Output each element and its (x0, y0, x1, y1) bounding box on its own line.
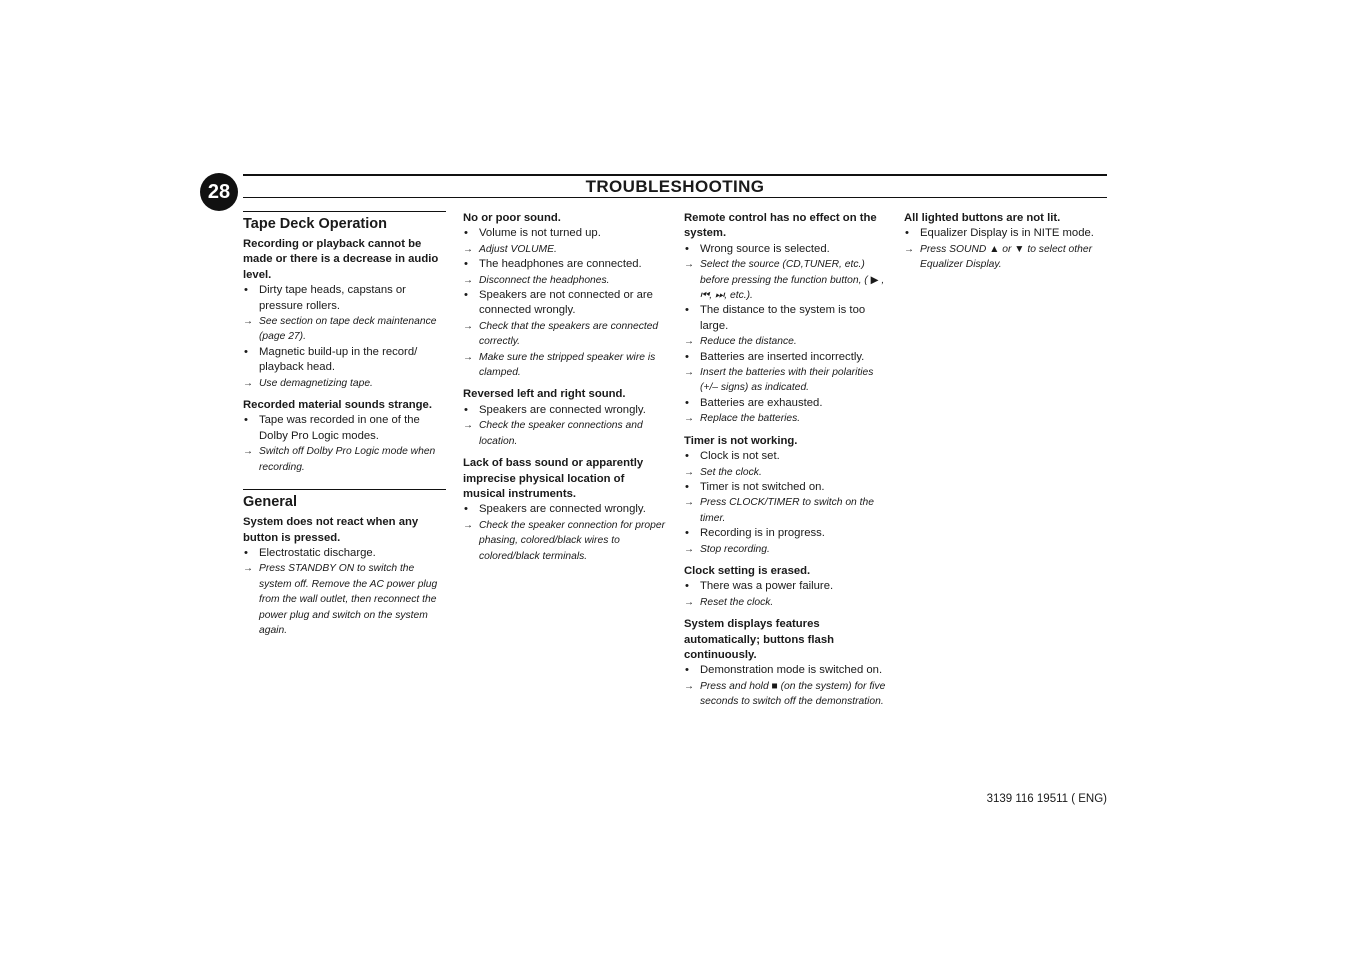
cause-item (463, 288, 666, 319)
bullet-icon: • (244, 284, 248, 297)
bullet-icon: • (685, 304, 689, 317)
remedy-item (463, 319, 666, 350)
bullet-icon: • (685, 527, 689, 540)
problem-block (463, 456, 666, 564)
entry-text: Reduce the distance. (700, 336, 797, 348)
column-2 (463, 211, 666, 571)
bullet-icon: • (464, 403, 468, 416)
entry-text: Press and hold ■ (on the system) for five seconds to switch off the demonstration. (700, 680, 886, 708)
arrow-right-icon: → (684, 466, 694, 478)
cause-item (684, 350, 887, 365)
section-heading: Tape Deck Operation (243, 216, 387, 232)
remedy-item (684, 334, 887, 349)
page-title: TROUBLESHOOTING (585, 177, 765, 196)
problem-entries (904, 226, 1107, 272)
problem-entries (463, 226, 666, 380)
problem-block (684, 211, 887, 427)
arrow-right-icon: → (684, 259, 694, 271)
column-3 (684, 211, 887, 717)
bullet-icon: • (464, 227, 468, 240)
bullet-icon: • (685, 396, 689, 409)
page-number-badge: 28 (200, 173, 238, 211)
problem-block (243, 237, 446, 391)
bullet-icon: • (685, 664, 689, 677)
cause-item (904, 226, 1107, 241)
cause-item (463, 226, 666, 241)
entry-text: Press CLOCK/TIMER to switch on the timer. (700, 497, 874, 524)
arrow-right-icon: → (904, 243, 914, 255)
arrow-right-icon: → (243, 446, 253, 458)
cause-item (243, 413, 446, 444)
remedy-item (684, 679, 887, 710)
bullet-icon: • (685, 580, 689, 593)
column-1 (243, 211, 446, 645)
remedy-item (463, 418, 666, 449)
entry-text: Set the clock. (700, 466, 762, 478)
remedy-item (243, 314, 446, 345)
entry-text: The distance to the system is too large. (700, 304, 866, 332)
cause-item (243, 345, 446, 376)
problem-question: System displays features automatically; buttons flash continuously. (684, 618, 835, 661)
arrow-right-icon: → (463, 351, 473, 363)
remedy-item (684, 365, 887, 396)
entry-text: The headphones are connected. (479, 258, 642, 271)
bullet-icon: • (905, 227, 909, 240)
problem-entries (684, 242, 887, 427)
problem-block (684, 434, 887, 557)
cause-item (243, 283, 446, 314)
problem-question: No or poor sound. (463, 212, 561, 224)
arrow-right-icon: → (463, 420, 473, 432)
problem-question: System does not react when any button is pressed. (243, 516, 419, 544)
entry-text: Check the speaker connection for proper phasing, colored/black wires to colored/black terminals. (479, 519, 666, 562)
problem-block (684, 564, 887, 610)
entry-text: Check the speaker connections and location. (479, 420, 643, 447)
problem-entries (463, 403, 666, 449)
remedy-item (243, 444, 446, 475)
entry-text: Switch off Dolby Pro Logic mode when recording. (259, 446, 436, 473)
problem-block (243, 398, 446, 475)
entry-text: Press SOUND ▲ or ▼ to select other Equalizer Display. (920, 243, 1093, 271)
column-4 (904, 211, 1107, 280)
remedy-item (243, 561, 446, 638)
entry-text: Replace the batteries. (700, 413, 801, 425)
problem-question: Remote control has no effect on the system. (684, 212, 877, 240)
arrow-right-icon: → (684, 543, 694, 555)
problem-block (904, 211, 1107, 273)
remedy-item (684, 257, 887, 303)
entry-text: Demonstration mode is switched on. (700, 664, 883, 677)
arrow-right-icon: → (684, 336, 694, 348)
arrow-right-icon: → (684, 497, 694, 509)
section-general (243, 489, 446, 638)
entry-text: Select the source (CD,TUNER, etc.) before pressing the function button, ( ▶ , ⏮, ⏭, etc.). (700, 259, 885, 302)
entry-text: Speakers are connected wrongly. (479, 503, 646, 516)
section-heading: General (243, 494, 297, 511)
entry-text: Adjust VOLUME. (479, 243, 557, 255)
entry-text: Recording is in progress. (700, 527, 825, 540)
arrow-right-icon: → (684, 413, 694, 425)
entry-text: Electrostatic discharge. (259, 546, 376, 559)
remedy-item (684, 542, 887, 557)
remedy-item (684, 411, 887, 426)
cause-item (243, 546, 446, 561)
bullet-icon: • (464, 289, 468, 302)
cause-item (684, 480, 887, 495)
arrow-right-icon: → (463, 519, 473, 531)
remedy-item (463, 242, 666, 257)
remedy-item (684, 495, 887, 526)
problem-block (684, 617, 887, 709)
entry-text: Use demagnetizing tape. (259, 377, 373, 389)
entry-text: Batteries are exhausted. (700, 396, 823, 409)
problem-entries (463, 502, 666, 564)
cause-item (684, 396, 887, 411)
problem-entries (684, 579, 887, 610)
entry-text: Equalizer Display is in NITE mode. (920, 227, 1094, 240)
bullet-icon: • (244, 345, 248, 358)
arrow-right-icon: → (463, 243, 473, 255)
arrow-right-icon: → (463, 274, 473, 286)
cause-item (684, 526, 887, 541)
remedy-item (904, 242, 1107, 273)
section-tape-deck-operation (243, 211, 446, 475)
problem-question: Timer is not working. (684, 434, 798, 447)
arrow-right-icon: → (243, 377, 253, 389)
problem-entries (684, 663, 887, 709)
problem-block (463, 211, 666, 380)
entry-text: Reset the clock. (700, 596, 774, 608)
problem-entries (243, 413, 446, 475)
cause-item (684, 663, 887, 678)
problem-block (243, 515, 446, 638)
arrow-right-icon: → (243, 563, 253, 575)
entry-text: Batteries are inserted incorrectly. (700, 350, 865, 363)
remedy-item (463, 273, 666, 288)
problem-entries (243, 283, 446, 391)
problem-question: Clock setting is erased. (684, 564, 811, 577)
problem-question: Recorded material sounds strange. (243, 399, 432, 412)
arrow-right-icon: → (684, 367, 694, 379)
remedy-item (463, 518, 666, 564)
arrow-right-icon: → (684, 596, 694, 608)
bullet-icon: • (685, 450, 689, 463)
bullet-icon: • (464, 503, 468, 516)
bullet-icon: • (464, 258, 468, 271)
problem-question: All lighted buttons are not lit. (904, 212, 1061, 224)
entry-text: Disconnect the headphones. (479, 274, 610, 286)
problem-entries (684, 449, 887, 557)
cause-item (684, 242, 887, 257)
entry-text: Dirty tape heads, capstans or pressure rollers. (259, 284, 406, 312)
remedy-item (684, 595, 887, 610)
entry-text: Timer is not switched on. (700, 480, 825, 493)
entry-text: Volume is not turned up. (479, 227, 601, 240)
cause-item (684, 303, 887, 334)
arrow-right-icon: → (463, 320, 473, 332)
bullet-icon: • (244, 546, 248, 559)
entry-text: Stop recording. (700, 543, 770, 555)
entry-text: Speakers are connected wrongly. (479, 403, 646, 416)
problem-entries (243, 546, 446, 638)
arrow-right-icon: → (243, 316, 253, 328)
cause-item (463, 502, 666, 517)
cause-item (684, 579, 887, 594)
entry-text: Speakers are not connected or are connected wrongly. (479, 289, 653, 317)
entry-text: Wrong source is selected. (700, 242, 830, 255)
title-rule-bottom (243, 197, 1107, 198)
bullet-icon: • (685, 480, 689, 493)
arrow-right-icon: → (684, 680, 694, 692)
entry-text: Make sure the stripped speaker wire is clamped. (479, 351, 656, 379)
problem-block (463, 387, 666, 449)
cause-item (463, 403, 666, 418)
problem-question: Lack of bass sound or apparently imprecise physical location of musical instruments. (463, 457, 644, 500)
cause-item (463, 257, 666, 272)
cause-item (684, 449, 887, 464)
entry-text: Clock is not set. (700, 450, 780, 463)
entry-text: Tape was recorded in one of the Dolby Pro Logic modes. (259, 414, 420, 442)
bullet-icon: • (685, 242, 689, 255)
problem-question: Reversed left and right sound. (463, 388, 626, 401)
bullet-icon: • (244, 414, 248, 427)
footer-document-code: 3139 116 19511 ( ENG) (986, 793, 1107, 805)
entry-text: Magnetic build-up in the record/ playback head. (259, 345, 418, 374)
entry-text: There was a power failure. (700, 580, 834, 593)
remedy-item (463, 350, 666, 381)
bullet-icon: • (685, 350, 689, 363)
entry-text: Press STANDBY ON to switch the system off. Remove the AC power plug from the wall outlet, then reconnect the power plug and switch on the system again. (259, 563, 438, 636)
entry-text: Insert the batteries with their polarities (+/– signs) as indicated. (700, 367, 874, 394)
entry-text: Check that the speakers are connected correctly. (479, 320, 659, 348)
remedy-item (684, 465, 887, 480)
remedy-item (243, 376, 446, 391)
entry-text: See section on tape deck maintenance (page 27). (259, 316, 437, 343)
problem-question: Recording or playback cannot be made or there is a decrease in audio level. (243, 238, 439, 281)
